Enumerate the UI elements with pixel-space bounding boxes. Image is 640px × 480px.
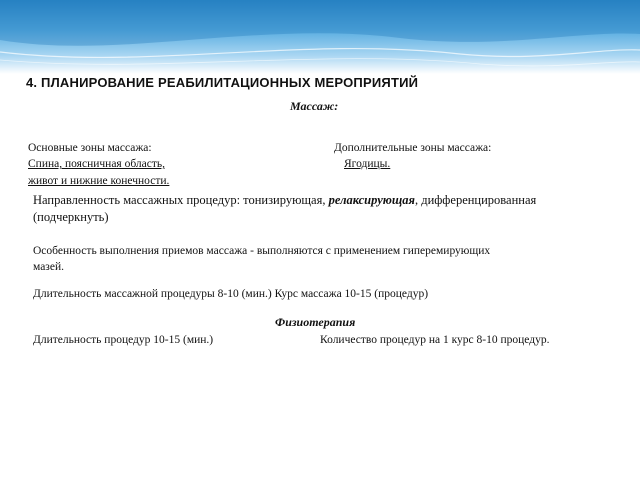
massage-title: Массаж:: [290, 99, 339, 113]
main-zones-line1: Спина, поясничная область,: [28, 158, 165, 170]
physio-count: Количество процедур на 1 курс 8-10 процедур.: [320, 334, 550, 346]
extra-zones-value: Ягодицы.: [344, 158, 391, 170]
direction-suffix: , дифференцированная: [414, 193, 537, 207]
physio-duration: Длительность процедур 10-15 (мин.): [33, 334, 214, 346]
feature-line2: мазей.: [33, 261, 64, 273]
direction-line: [33, 194, 536, 208]
section-heading: 4. ПЛАНИРОВАНИЕ РЕАБИЛИТАЦИОННЫХ МЕРОПРИЯТИЙ: [26, 75, 419, 90]
direction-note: (подчеркнуть): [33, 210, 109, 224]
main-zones-line2: живот и нижние конечности.: [28, 175, 170, 187]
physio-title: Физиотерапия: [275, 315, 356, 329]
feature-line1: Особенность выполнения приемов массажа - выполняются с применением гиперемирующих: [33, 245, 491, 257]
direction-prefix: Направленность массажных процедур: тонизирующая,: [33, 193, 329, 207]
massage-duration: Длительность массажной процедуры 8-10 (мин.) Курс массажа 10-15 (процедур): [33, 288, 429, 300]
direction-emphasis: релаксирующая: [328, 193, 415, 207]
extra-zones-label: Дополнительные зоны массажа:: [334, 142, 492, 154]
main-zones-label: Основные зоны массажа:: [28, 142, 152, 154]
